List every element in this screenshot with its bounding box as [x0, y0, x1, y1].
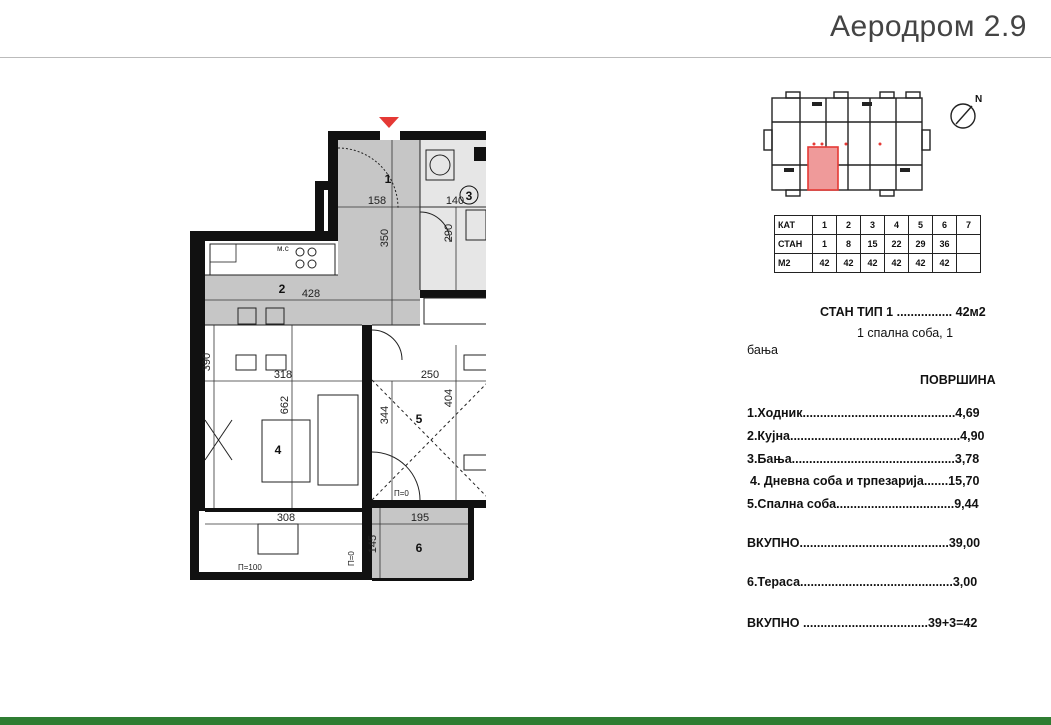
area-line-5: 5.Спална соба..................................9,44: [747, 497, 979, 511]
dim-145: 145: [367, 534, 379, 554]
apartment-desc-1: 1 спална соба, 1: [857, 326, 954, 340]
dim-344: 344: [379, 405, 391, 425]
label-mc: м.с: [277, 244, 289, 253]
table-cell: 3: [861, 216, 885, 235]
header-divider: [0, 57, 1051, 58]
room-number-6: 6: [415, 541, 423, 555]
dim-158: 158: [367, 195, 387, 207]
table-row-kat: [775, 216, 981, 235]
table-cell: 42: [885, 254, 909, 273]
table-cell: 42: [909, 254, 933, 273]
table-cell: 2: [837, 216, 861, 235]
area-heading: ПОВРШИНА: [920, 373, 996, 387]
room-number-1: 1: [384, 172, 392, 186]
table-cell: КАТ: [775, 216, 813, 235]
apartment-desc-2: бања: [747, 343, 778, 357]
dim-662: 662: [279, 395, 291, 415]
compass-north-label: N: [975, 94, 983, 105]
total-living: ВКУПНО...........................................39,00: [747, 536, 981, 550]
table-cell: 5: [909, 216, 933, 235]
dim-140: 140: [445, 195, 465, 207]
room-number-4: 4: [274, 443, 282, 457]
apartment-type: СТАН ТИП 1 ................ 42м2: [820, 305, 986, 319]
entrance-marker: [379, 117, 399, 128]
floor-table: [774, 215, 981, 273]
table-cell: 42: [933, 254, 957, 273]
dim-308: 308: [276, 512, 296, 524]
dim-404: 404: [443, 388, 455, 408]
dim-250: 250: [420, 369, 440, 381]
page-title: Аеродром 2.9: [830, 10, 1027, 43]
table-cell: СТАН: [775, 235, 813, 254]
table-cell: 8: [837, 235, 861, 254]
apartment-highlight: [808, 147, 838, 190]
table-cell: 1: [813, 235, 837, 254]
area-line-1: 1.Ходник............................................4,69: [747, 406, 980, 420]
table-cell: 1: [813, 216, 837, 235]
total-all: ВКУПНО ....................................39+3=42: [747, 616, 978, 630]
area-line-4: 4. Дневна соба и трпезарија.......15,70: [750, 474, 980, 488]
dim-290: 290: [443, 223, 455, 243]
table-cell: 42: [861, 254, 885, 273]
label-p100: П=100: [238, 563, 262, 572]
table-cell: 4: [885, 216, 909, 235]
table-cell: 36: [933, 235, 957, 254]
floor-plan: [186, 108, 486, 588]
dim-318: 318: [273, 369, 293, 381]
table-cell: [957, 235, 981, 254]
table-cell: M2: [775, 254, 813, 273]
table-cell: 22: [885, 235, 909, 254]
dim-195: 195: [410, 512, 430, 524]
table-cell: 6: [933, 216, 957, 235]
table-cell: [957, 254, 981, 273]
area-line-3: 3.Бања...............................................3,78: [747, 452, 980, 466]
room-number-5: 5: [415, 412, 423, 426]
dim-390: 390: [201, 352, 213, 372]
room-number-2: 2: [278, 282, 286, 296]
area-line-2: 2.Кујна.................................................4,90: [747, 429, 985, 443]
footer-bar: [0, 717, 1051, 725]
table-row-m2: [775, 254, 981, 273]
table-cell: 42: [813, 254, 837, 273]
room-number-3: 3: [465, 189, 473, 203]
label-p0-living: П=0: [347, 551, 356, 566]
building-key-plan: [760, 85, 1030, 205]
dim-350: 350: [379, 228, 391, 248]
table-cell: 29: [909, 235, 933, 254]
table-cell: 7: [957, 216, 981, 235]
terrace-line: 6.Тераса............................................3,00: [747, 575, 978, 589]
table-cell: 15: [861, 235, 885, 254]
dim-428: 428: [301, 288, 321, 300]
label-p0-bedroom: П=0: [394, 489, 409, 498]
table-cell: 42: [837, 254, 861, 273]
table-row-stan: [775, 235, 981, 254]
